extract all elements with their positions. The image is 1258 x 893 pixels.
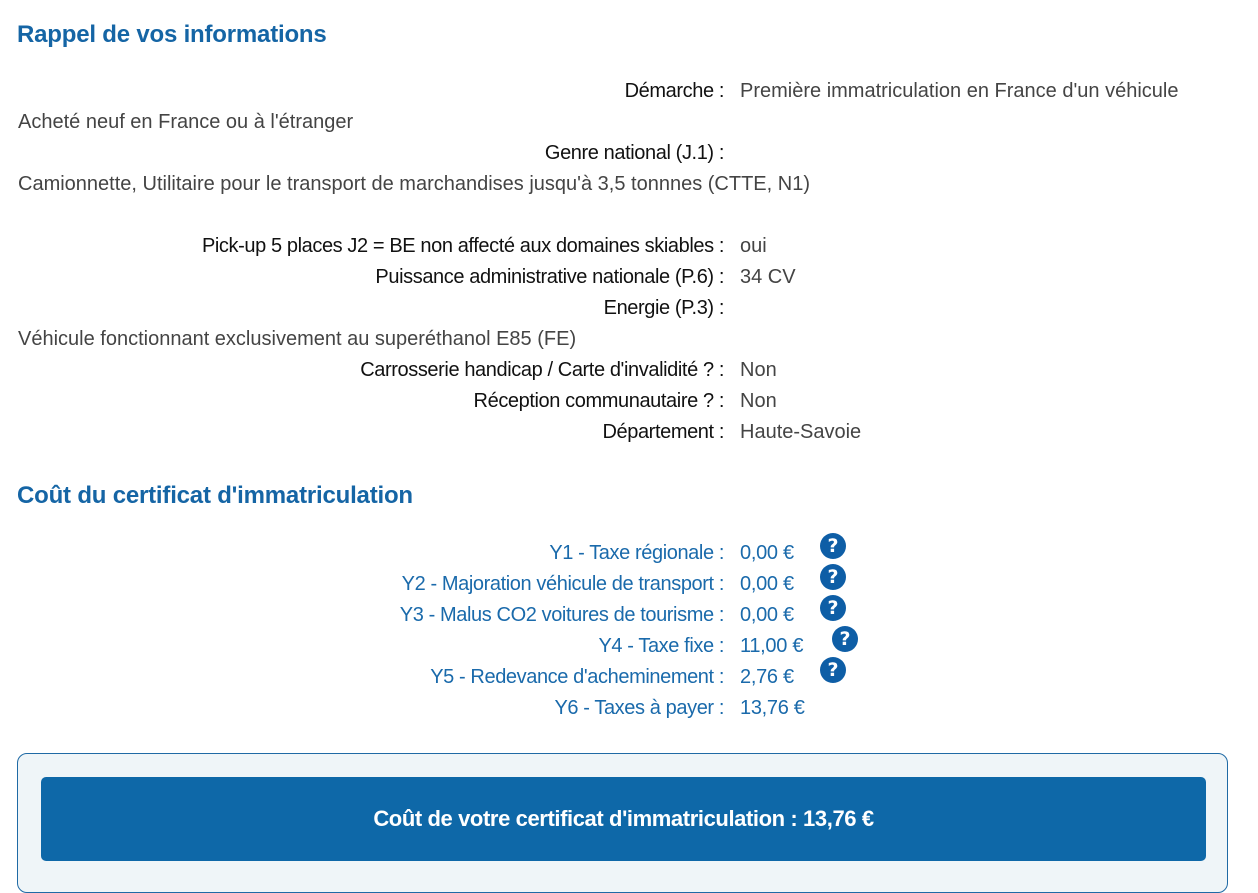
- recap-row-departement: [0, 416, 1258, 447]
- recap-row-energie: [0, 292, 1258, 323]
- cost-list: [0, 537, 1258, 723]
- recap-row-genre: [0, 137, 1258, 168]
- recap-list: [0, 75, 1258, 447]
- cost-label: Y5 - Redevance d'acheminement :: [430, 666, 724, 688]
- recap-row-genre-detail: [0, 168, 1258, 199]
- recap-detail: Acheté neuf en France ou à l'étranger: [18, 111, 354, 133]
- recap-value: 34 CV: [740, 266, 796, 288]
- cost-value: 0,00 €: [740, 542, 794, 564]
- recap-row-handicap: [0, 354, 1258, 385]
- cost-value: 0,00 €: [740, 604, 794, 626]
- recap-value: oui: [740, 235, 767, 257]
- recap-title: Rappel de vos informations: [17, 21, 327, 48]
- cost-label: Y3 - Malus CO2 voitures de tourisme :: [399, 604, 724, 626]
- help-icon[interactable]: ?: [820, 657, 846, 683]
- cost-row-y6: [0, 692, 1258, 723]
- cost-row-y3: [0, 599, 1258, 630]
- recap-value: Haute-Savoie: [740, 421, 862, 443]
- help-icon[interactable]: ?: [832, 626, 858, 652]
- cost-value: 13,76 €: [740, 697, 805, 719]
- cost-title: Coût du certificat d'immatriculation: [17, 482, 413, 509]
- recap-label: Pick-up 5 places J2 = BE non affecté aux domaines skiables :: [201, 235, 724, 257]
- cost-row-y2: [0, 568, 1258, 599]
- recap-detail: Véhicule fonctionnant exclusivement au superéthanol E85 (FE): [18, 328, 577, 350]
- cost-row-y1: [0, 537, 1258, 568]
- recap-value: Non: [740, 359, 777, 381]
- recap-row-energie-detail: [0, 323, 1258, 354]
- cost-label: Y6 - Taxes à payer :: [554, 697, 724, 719]
- cost-label: Y1 - Taxe régionale :: [549, 542, 724, 564]
- total-panel: [17, 753, 1228, 893]
- recap-label: Démarche :: [624, 80, 724, 102]
- cost-label: Y2 - Majoration véhicule de transport :: [401, 573, 724, 595]
- spacer: [0, 199, 1258, 230]
- recap-label: Réception communautaire ? :: [473, 390, 724, 412]
- help-icon[interactable]: ?: [820, 533, 846, 559]
- help-icon[interactable]: ?: [820, 564, 846, 590]
- recap-row-reception: [0, 385, 1258, 416]
- recap-row-puissance: [0, 261, 1258, 292]
- cost-label: Y4 - Taxe fixe :: [598, 635, 724, 657]
- help-icon[interactable]: ?: [820, 595, 846, 621]
- recap-row-demarche: [0, 75, 1258, 106]
- recap-detail: Camionnette, Utilitaire pour le transport de marchandises jusqu'à 3,5 tonnnes (CTTE, N1): [18, 173, 810, 195]
- recap-label: Genre national (J.1) :: [544, 142, 724, 164]
- total-banner: Coût de votre certificat d'immatriculation : 13,76 €: [41, 777, 1206, 861]
- recap-value: Non: [740, 390, 777, 412]
- cost-value: 11,00 €: [740, 635, 804, 657]
- recap-row-pickup: [0, 230, 1258, 261]
- cost-row-y5: [0, 661, 1258, 692]
- cost-value: 2,76 €: [740, 666, 794, 688]
- recap-row-demarche-detail: [0, 106, 1258, 137]
- recap-label: Carrosserie handicap / Carte d'invalidité ? :: [360, 359, 724, 381]
- recap-label: Département :: [602, 421, 724, 443]
- cost-value: 0,00 €: [740, 573, 794, 595]
- cost-row-y4: [0, 630, 1258, 661]
- recap-label: Puissance administrative nationale (P.6) :: [375, 266, 724, 288]
- recap-label: Energie (P.3) :: [603, 297, 724, 319]
- recap-value: Première immatriculation en France d'un véhicule: [740, 80, 1179, 102]
